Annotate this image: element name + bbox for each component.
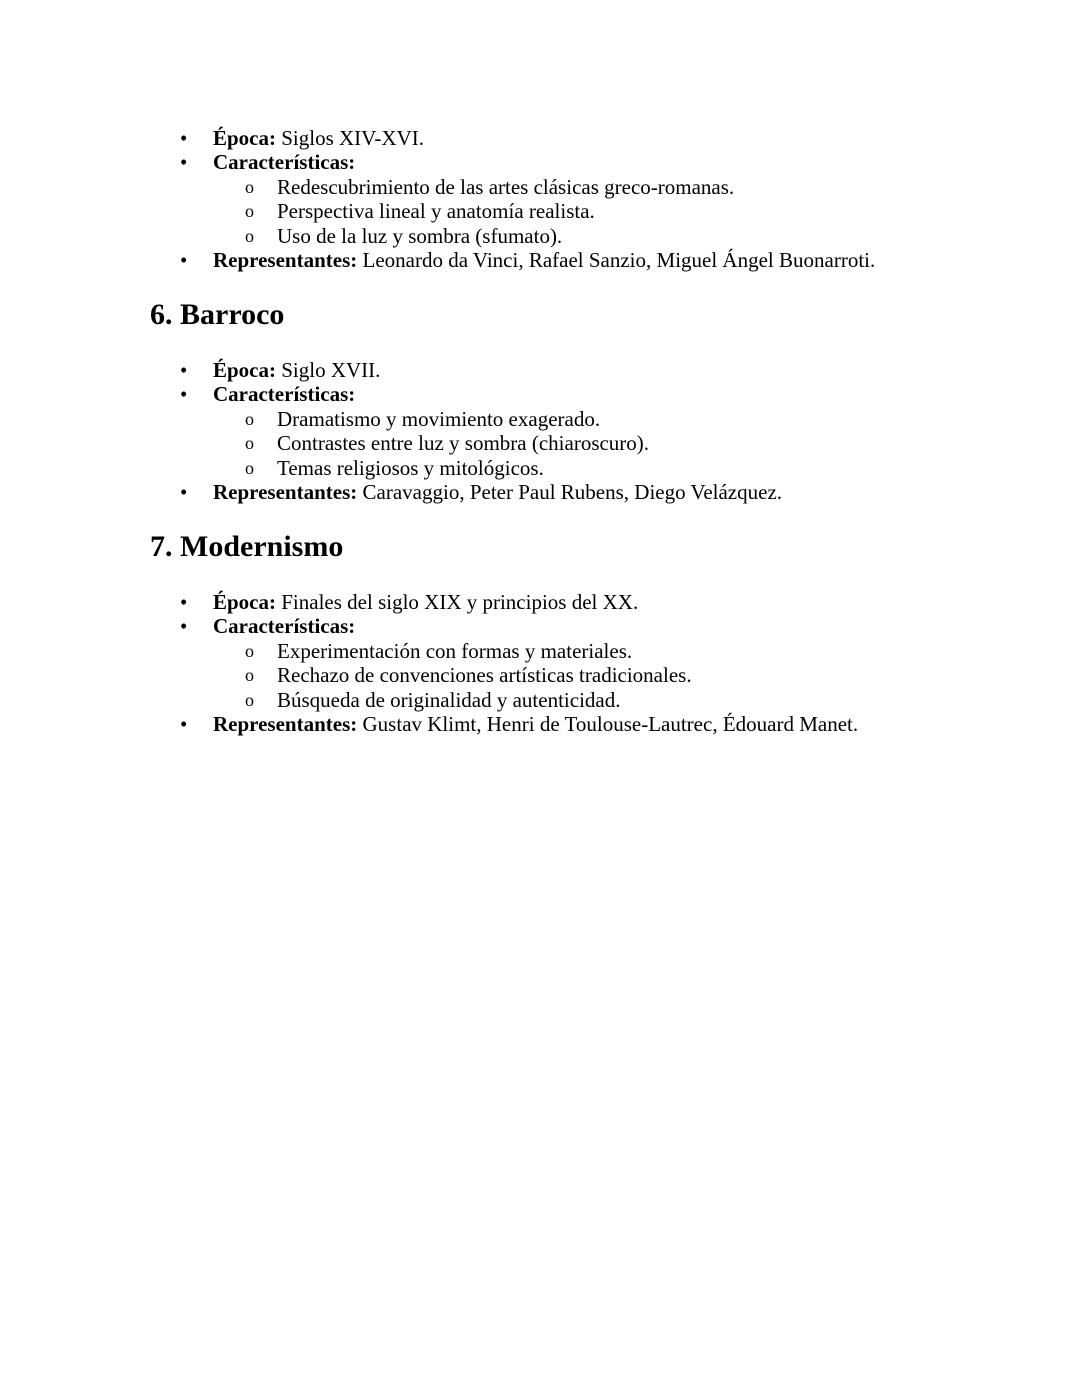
sub-bullet: o — [245, 201, 254, 221]
sub-bullet: o — [245, 226, 254, 246]
caracteristica-item: Dramatismo y movimiento exagerado. — [277, 407, 601, 431]
representantes-value: Caravaggio, Peter Paul Rubens, Diego Velázquez. — [357, 480, 783, 504]
epoca-label: Época: — [213, 590, 276, 614]
representantes-line — [213, 712, 858, 737]
bullet: • — [180, 614, 188, 638]
epoca-value: Finales del siglo XIX y principios del XX. — [276, 590, 639, 614]
representantes-label: Representantes: — [213, 480, 358, 504]
representantes-label: Representantes: — [213, 712, 358, 736]
bullet: • — [180, 126, 188, 150]
epoca-line — [213, 126, 424, 151]
caracteristicas-line — [213, 150, 355, 175]
representantes-line — [213, 480, 782, 505]
epoca-value: Siglos XIV-XVI. — [276, 126, 424, 150]
representantes-value: Gustav Klimt, Henri de Toulouse-Lautrec, Édouard Manet. — [357, 712, 859, 736]
caracteristicas-line — [213, 382, 355, 407]
caracteristica-item: Uso de la luz y sombra (sfumato). — [277, 224, 563, 248]
epoca-label: Época: — [213, 126, 276, 150]
epoca-line — [213, 358, 380, 383]
bullet: • — [180, 248, 188, 272]
caracteristica-item: Temas religiosos y mitológicos. — [277, 456, 544, 480]
sub-bullet: o — [245, 433, 254, 453]
caracteristicas-label: Características: — [213, 150, 356, 174]
representantes-line — [213, 248, 875, 273]
sub-bullet: o — [245, 665, 254, 685]
section-heading: 7. Modernismo — [150, 530, 344, 563]
caracteristica-item: Búsqueda de originalidad y autenticidad. — [277, 688, 621, 712]
sub-bullet: o — [245, 690, 254, 710]
epoca-line — [213, 590, 638, 615]
caracteristicas-label: Características: — [213, 614, 356, 638]
bullet: • — [180, 382, 188, 406]
bullet: • — [180, 358, 188, 382]
bullet: • — [180, 590, 188, 614]
caracteristica-item: Redescubrimiento de las artes clásicas greco-romanas. — [277, 175, 735, 199]
epoca-label: Época: — [213, 358, 276, 382]
sub-bullet: o — [245, 409, 254, 429]
representantes-value: Leonardo da Vinci, Rafael Sanzio, Miguel Ángel Buonarroti. — [357, 248, 876, 272]
caracteristica-item: Rechazo de convenciones artísticas tradicionales. — [277, 663, 692, 687]
caracteristica-item: Contrastes entre luz y sombra (chiaroscuro). — [277, 431, 650, 455]
caracteristicas-line — [213, 614, 355, 639]
sub-bullet: o — [245, 641, 254, 661]
sub-bullet: o — [245, 458, 254, 478]
sub-bullet: o — [245, 177, 254, 197]
caracteristica-item: Perspectiva lineal y anatomía realista. — [277, 199, 595, 223]
bullet: • — [180, 480, 188, 504]
epoca-value: Siglo XVII. — [276, 358, 381, 382]
representantes-label: Representantes: — [213, 248, 358, 272]
bullet: • — [180, 712, 188, 736]
bullet: • — [180, 150, 188, 174]
caracteristica-item: Experimentación con formas y materiales. — [277, 639, 633, 663]
section-heading: 6. Barroco — [150, 298, 285, 331]
caracteristicas-label: Características: — [213, 382, 356, 406]
